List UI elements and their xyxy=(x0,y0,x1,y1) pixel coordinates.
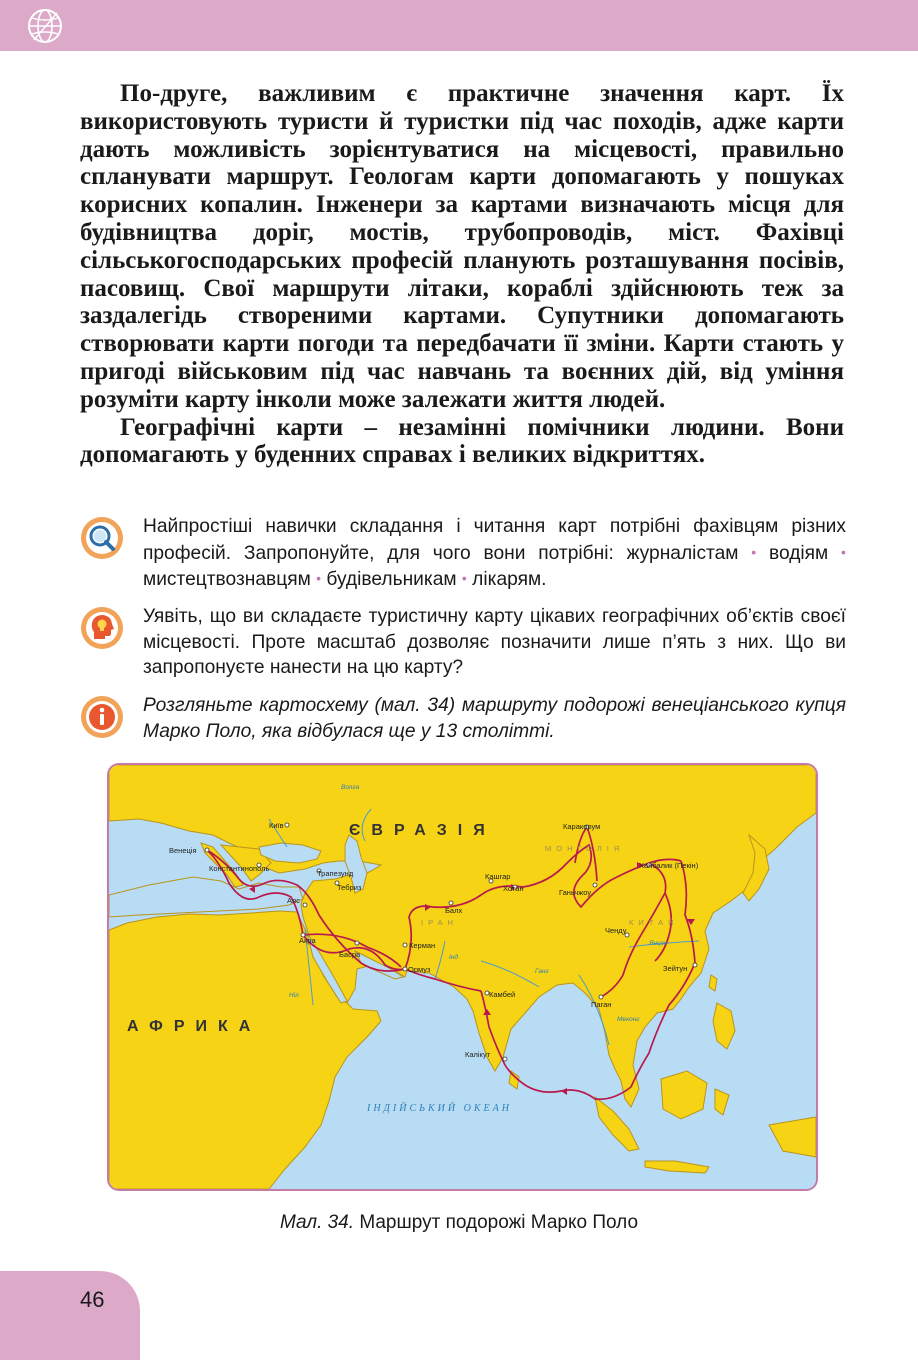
task-tourist-map xyxy=(80,604,846,681)
label-river-mekong: Меконг xyxy=(617,1016,640,1023)
figure-caption-label: Мал. 34. xyxy=(279,1212,355,1233)
globe-icon xyxy=(26,7,64,45)
label-ayas: Аяс xyxy=(287,896,300,905)
paragraph-practical-value: По-друге, важливим є практичне значення карт. Їх використовують туристи й туристки під час походів, адже карти дають можливість зорієнтуватися на місцевості, правильно спланувати маршрут. Геологам карти допомагають у пошуках корисних копалин. Інженери за картами визначають місця для будівництва доріг, мостів, трубопроводів, міст. Фахівці сільськогосподарських професій планують розташування посівів, пасовищ. Свої маршрути літаки, кораблі здійснюють теж за заздалегідь створеними картами. Супутники допомагають створювати карти погоди та передбачати її зміни. Карти стають у пригоді військовим під час навчань та воєнних дій, від уміння розуміти карту інколи може залежати життя людей. xyxy=(80,80,844,413)
task-tourist-map-text: Уявіть, що ви складаєте туристичну карту цікавих географічних об’єктів своєї місцевості. Проте масштаб дозволяє позначити лише п’ять з них. Що ви запропонуєте нанести на цю карту? xyxy=(143,606,846,678)
label-river-ganges: Ганг xyxy=(535,968,549,975)
bullet-separator: • xyxy=(751,543,757,560)
label-iran: ІРАН xyxy=(421,918,459,927)
label-china: КИТАЙ xyxy=(629,918,679,927)
main-text xyxy=(80,80,844,469)
figure-caption-text: Маршрут подорожі Марко Поло xyxy=(354,1212,639,1233)
label-acre: Акра xyxy=(299,936,316,945)
label-ganzhou: Ганьчжоу xyxy=(559,888,592,897)
label-kerman: Керман xyxy=(409,941,436,950)
task-professions-intro: Найпростіші навички складання і читання карт потрібні фахівцям різних професій. Запропонуйте, для чого вони потрібні: журналістам xyxy=(143,516,846,564)
bullet-separator: • xyxy=(461,570,467,586)
bullet-separator: • xyxy=(316,570,322,586)
profession-builders: будівельникам xyxy=(326,569,457,590)
label-chengdu: Ченду xyxy=(605,926,627,935)
label-hormuz: Ормуз xyxy=(408,965,431,974)
profession-drivers: водіям xyxy=(768,542,829,564)
label-africa: АФРИКА xyxy=(127,1018,262,1035)
task-marco-polo xyxy=(80,693,846,744)
idea-head-icon xyxy=(80,606,124,650)
label-khotan: Хотан xyxy=(503,884,524,893)
label-eurasia: ЄВРАЗІЯ xyxy=(349,822,496,839)
label-pagan: Паган xyxy=(591,1000,612,1009)
profession-art-historians: мистецтвознавцям xyxy=(143,569,311,590)
label-karakorum: Каракорум xyxy=(563,822,601,831)
label-river-volga: Волга xyxy=(341,784,360,791)
label-tabriz: Тебриз xyxy=(337,883,362,892)
label-kashgar: Кашгар xyxy=(485,872,511,881)
label-calicut: Калікут xyxy=(465,1050,491,1059)
label-river-indus: Інд xyxy=(449,954,458,961)
paragraph-conclusion: Географічні карти – незамінні помічники людини. Вони допомагають у буденних справах і великих відкриттях. xyxy=(80,413,844,469)
label-river-nile: Ніл xyxy=(289,992,299,999)
profession-doctors: лікарям. xyxy=(472,569,547,590)
label-constantinople: Константинополь xyxy=(209,864,270,873)
label-kyiv: Київ xyxy=(269,821,284,830)
label-zaitun: Зейтун xyxy=(663,964,688,973)
label-basra: Басра xyxy=(339,950,361,959)
label-mongolia: МОНГОЛІЯ xyxy=(545,844,625,853)
label-venice: Венеція xyxy=(169,846,197,855)
label-river-yangtze: Янцзи xyxy=(649,940,668,947)
info-icon xyxy=(80,695,124,739)
label-indian-ocean: ІНДІЙСЬКИЙ ОКЕАН xyxy=(367,1103,512,1114)
marco-polo-route-map xyxy=(107,763,818,1191)
figure-caption xyxy=(0,1212,918,1234)
page-number-tab xyxy=(0,1271,140,1360)
bullet-separator: • xyxy=(841,543,846,560)
label-cambay: Камбей xyxy=(489,990,516,999)
label-trebizond: Трапезунд xyxy=(317,869,354,878)
label-khanbaliq: Ханбалик (Пекін) xyxy=(639,861,699,870)
magnifier-icon xyxy=(80,516,124,560)
label-balkh: Балх xyxy=(445,906,463,915)
header-bar xyxy=(0,0,918,51)
task-professions xyxy=(80,514,846,593)
task-marco-polo-text: Розгляньте картосхему (мал. 34) маршруту подорожі венеціанського купця Марко Поло, яка відбулася ще у 13 столітті. xyxy=(143,695,846,742)
page-number: 46 xyxy=(80,1287,105,1312)
